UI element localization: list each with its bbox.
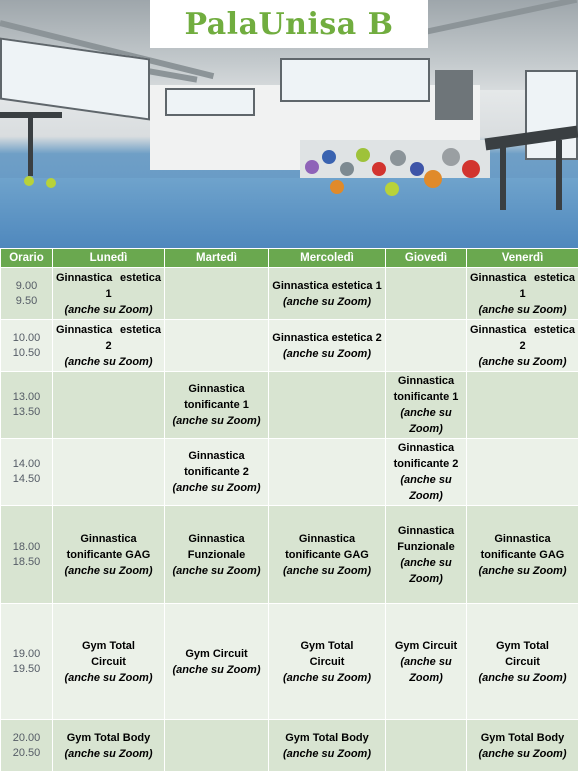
fitness-ball (46, 178, 56, 188)
class-cell (165, 320, 269, 372)
header-tuesday: Martedì (165, 249, 269, 268)
window-back (280, 58, 430, 102)
page-title: PalaUnisa B (184, 6, 394, 42)
class-cell (269, 268, 386, 320)
time-end: 10.50 (12, 346, 41, 359)
zoom-note: (anche su Zoom) (64, 355, 153, 368)
table-row (1, 268, 578, 320)
header-thursday: Giovedì (386, 249, 467, 268)
bench-leg (500, 140, 506, 210)
header-wednesday: Mercoledì (269, 249, 386, 268)
zoom-note: (anche su Zoom) (172, 482, 261, 494)
fitness-ball (372, 162, 386, 176)
table-leg (28, 112, 33, 176)
time-start: 9.00 (15, 279, 38, 292)
class-name: Ginnastica tonificante 1 (184, 383, 249, 411)
time-cell (1, 604, 53, 720)
zoom-note: (anche su Zoom) (400, 407, 452, 435)
zoom-note: (anche su Zoom) (172, 663, 261, 676)
table-row (1, 506, 578, 604)
time-cell (1, 439, 53, 506)
time-start: 13.00 (12, 391, 41, 403)
class-name: Gym Total Circuit (82, 639, 135, 668)
class-cell (386, 720, 467, 771)
class-cell (269, 506, 386, 604)
class-cell (165, 720, 269, 771)
time-end: 9.50 (15, 294, 38, 307)
class-cell (467, 372, 578, 439)
class-name: Gym Total Body (66, 731, 151, 744)
zoom-note: (anche su Zoom) (64, 747, 153, 760)
zoom-note: (anche su Zoom) (282, 347, 371, 360)
class-name: Ginnastica estetica 1 (470, 271, 575, 300)
class-cell (165, 506, 269, 604)
class-cell (53, 720, 165, 771)
time-cell (1, 320, 53, 372)
time-cell (1, 268, 53, 320)
class-cell (386, 320, 467, 372)
class-name: Ginnastica tonificante 2 (184, 450, 249, 478)
fitness-ball (305, 160, 319, 174)
zoom-note: (anche su Zoom) (282, 671, 371, 684)
class-name: Ginnastica estetica 1 (272, 279, 382, 292)
class-name: Ginnastica estetica 2 (56, 323, 161, 352)
zoom-note: (anche su Zoom) (400, 474, 452, 502)
class-name: Ginnastica tonificante 2 (393, 442, 459, 470)
fitness-ball (340, 162, 354, 176)
class-cell (269, 372, 386, 439)
class-cell (269, 720, 386, 771)
class-cell (386, 268, 467, 320)
time-start: 20.00 (12, 731, 41, 744)
class-cell (53, 604, 165, 720)
zoom-note: (anche su Zoom) (172, 415, 261, 427)
zoom-note: (anche su Zoom) (478, 355, 567, 368)
class-cell (467, 439, 578, 506)
table-row (1, 320, 578, 372)
zoom-note: (anche su Zoom) (478, 564, 567, 577)
fitness-ball (356, 148, 370, 162)
window-right (525, 70, 578, 160)
time-cell (1, 506, 53, 604)
class-name: Ginnastica tonificante GAG (285, 532, 369, 561)
fitness-ball (410, 162, 424, 176)
class-name: Ginnastica tonificante GAG (66, 532, 151, 561)
table-row (1, 439, 578, 506)
class-cell (165, 604, 269, 720)
class-cell (386, 439, 467, 506)
zoom-note: (anche su Zoom) (400, 655, 452, 684)
fitness-ball (442, 148, 460, 166)
time-start: 19.00 (12, 647, 41, 660)
class-cell (165, 439, 269, 506)
time-cell (1, 720, 53, 771)
time-end: 13.50 (12, 406, 41, 418)
fitness-ball (390, 150, 406, 166)
class-cell (269, 604, 386, 720)
zoom-note: (anche su Zoom) (282, 564, 371, 577)
class-cell (467, 268, 578, 320)
class-name: Gym Total Body (480, 731, 565, 744)
bench-leg (556, 140, 562, 210)
class-name: Ginnastica estetica 2 (470, 323, 575, 352)
title-box (150, 0, 428, 48)
table-row (1, 372, 578, 439)
class-cell (467, 506, 578, 604)
header-time: Orario (1, 249, 53, 268)
zoom-note: (anche su Zoom) (478, 671, 567, 684)
zoom-note: (anche su Zoom) (64, 671, 153, 684)
class-cell (53, 320, 165, 372)
class-cell (53, 268, 165, 320)
class-name: Ginnastica tonificante 1 (393, 375, 459, 403)
zoom-note: (anche su Zoom) (400, 556, 452, 585)
window-back (165, 88, 255, 116)
class-cell (269, 320, 386, 372)
time-cell (1, 372, 53, 439)
class-cell (467, 320, 578, 372)
time-start: 18.00 (12, 540, 41, 553)
class-cell (386, 506, 467, 604)
class-name: Ginnastica Funzionale (397, 524, 455, 553)
zoom-note: (anche su Zoom) (64, 564, 153, 577)
class-name: Ginnastica estetica 1 (56, 271, 161, 300)
time-end: 18.50 (12, 555, 41, 568)
fitness-ball (385, 182, 399, 196)
class-name: Ginnastica tonificante GAG (480, 532, 565, 561)
class-cell (53, 506, 165, 604)
gym-photo (0, 0, 578, 248)
zoom-note: (anche su Zoom) (478, 303, 567, 316)
class-cell (386, 604, 467, 720)
class-cell (467, 720, 578, 771)
class-name: Gym Circuit (185, 647, 248, 660)
header-friday: Venerdì (467, 249, 578, 268)
fitness-ball (462, 160, 480, 178)
air-unit (435, 70, 473, 120)
time-end: 20.50 (12, 746, 41, 759)
zoom-note: (anche su Zoom) (282, 295, 371, 308)
zoom-note: (anche su Zoom) (282, 747, 371, 760)
class-cell (165, 372, 269, 439)
class-cell (386, 372, 467, 439)
fitness-ball (424, 170, 442, 188)
class-cell (165, 268, 269, 320)
class-name: Gym Total Circuit (496, 639, 549, 668)
blue-floor (0, 178, 578, 248)
table-row (1, 604, 578, 720)
fitness-ball (24, 176, 34, 186)
zoom-note: (anche su Zoom) (478, 747, 567, 760)
class-name: Ginnastica estetica 2 (272, 331, 382, 344)
zoom-note: (anche su Zoom) (64, 303, 153, 316)
time-end: 19.50 (12, 662, 41, 675)
class-name: Gym Total Body (285, 731, 369, 744)
class-name: Gym Total Circuit (300, 639, 354, 668)
class-cell (53, 372, 165, 439)
time-start: 14.00 (12, 458, 41, 470)
table-row (1, 720, 578, 771)
class-cell (269, 439, 386, 506)
header-monday: Lunedì (53, 249, 165, 268)
header-row (1, 249, 578, 268)
time-end: 14.50 (12, 473, 41, 485)
schedule-table (0, 248, 578, 771)
class-cell (467, 604, 578, 720)
fitness-ball (322, 150, 336, 164)
class-cell (53, 439, 165, 506)
zoom-note: (anche su Zoom) (172, 564, 261, 577)
class-name: Ginnastica Funzionale (187, 532, 246, 561)
class-name: Gym Circuit (394, 639, 458, 652)
time-start: 10.00 (12, 331, 41, 344)
fitness-ball (330, 180, 344, 194)
